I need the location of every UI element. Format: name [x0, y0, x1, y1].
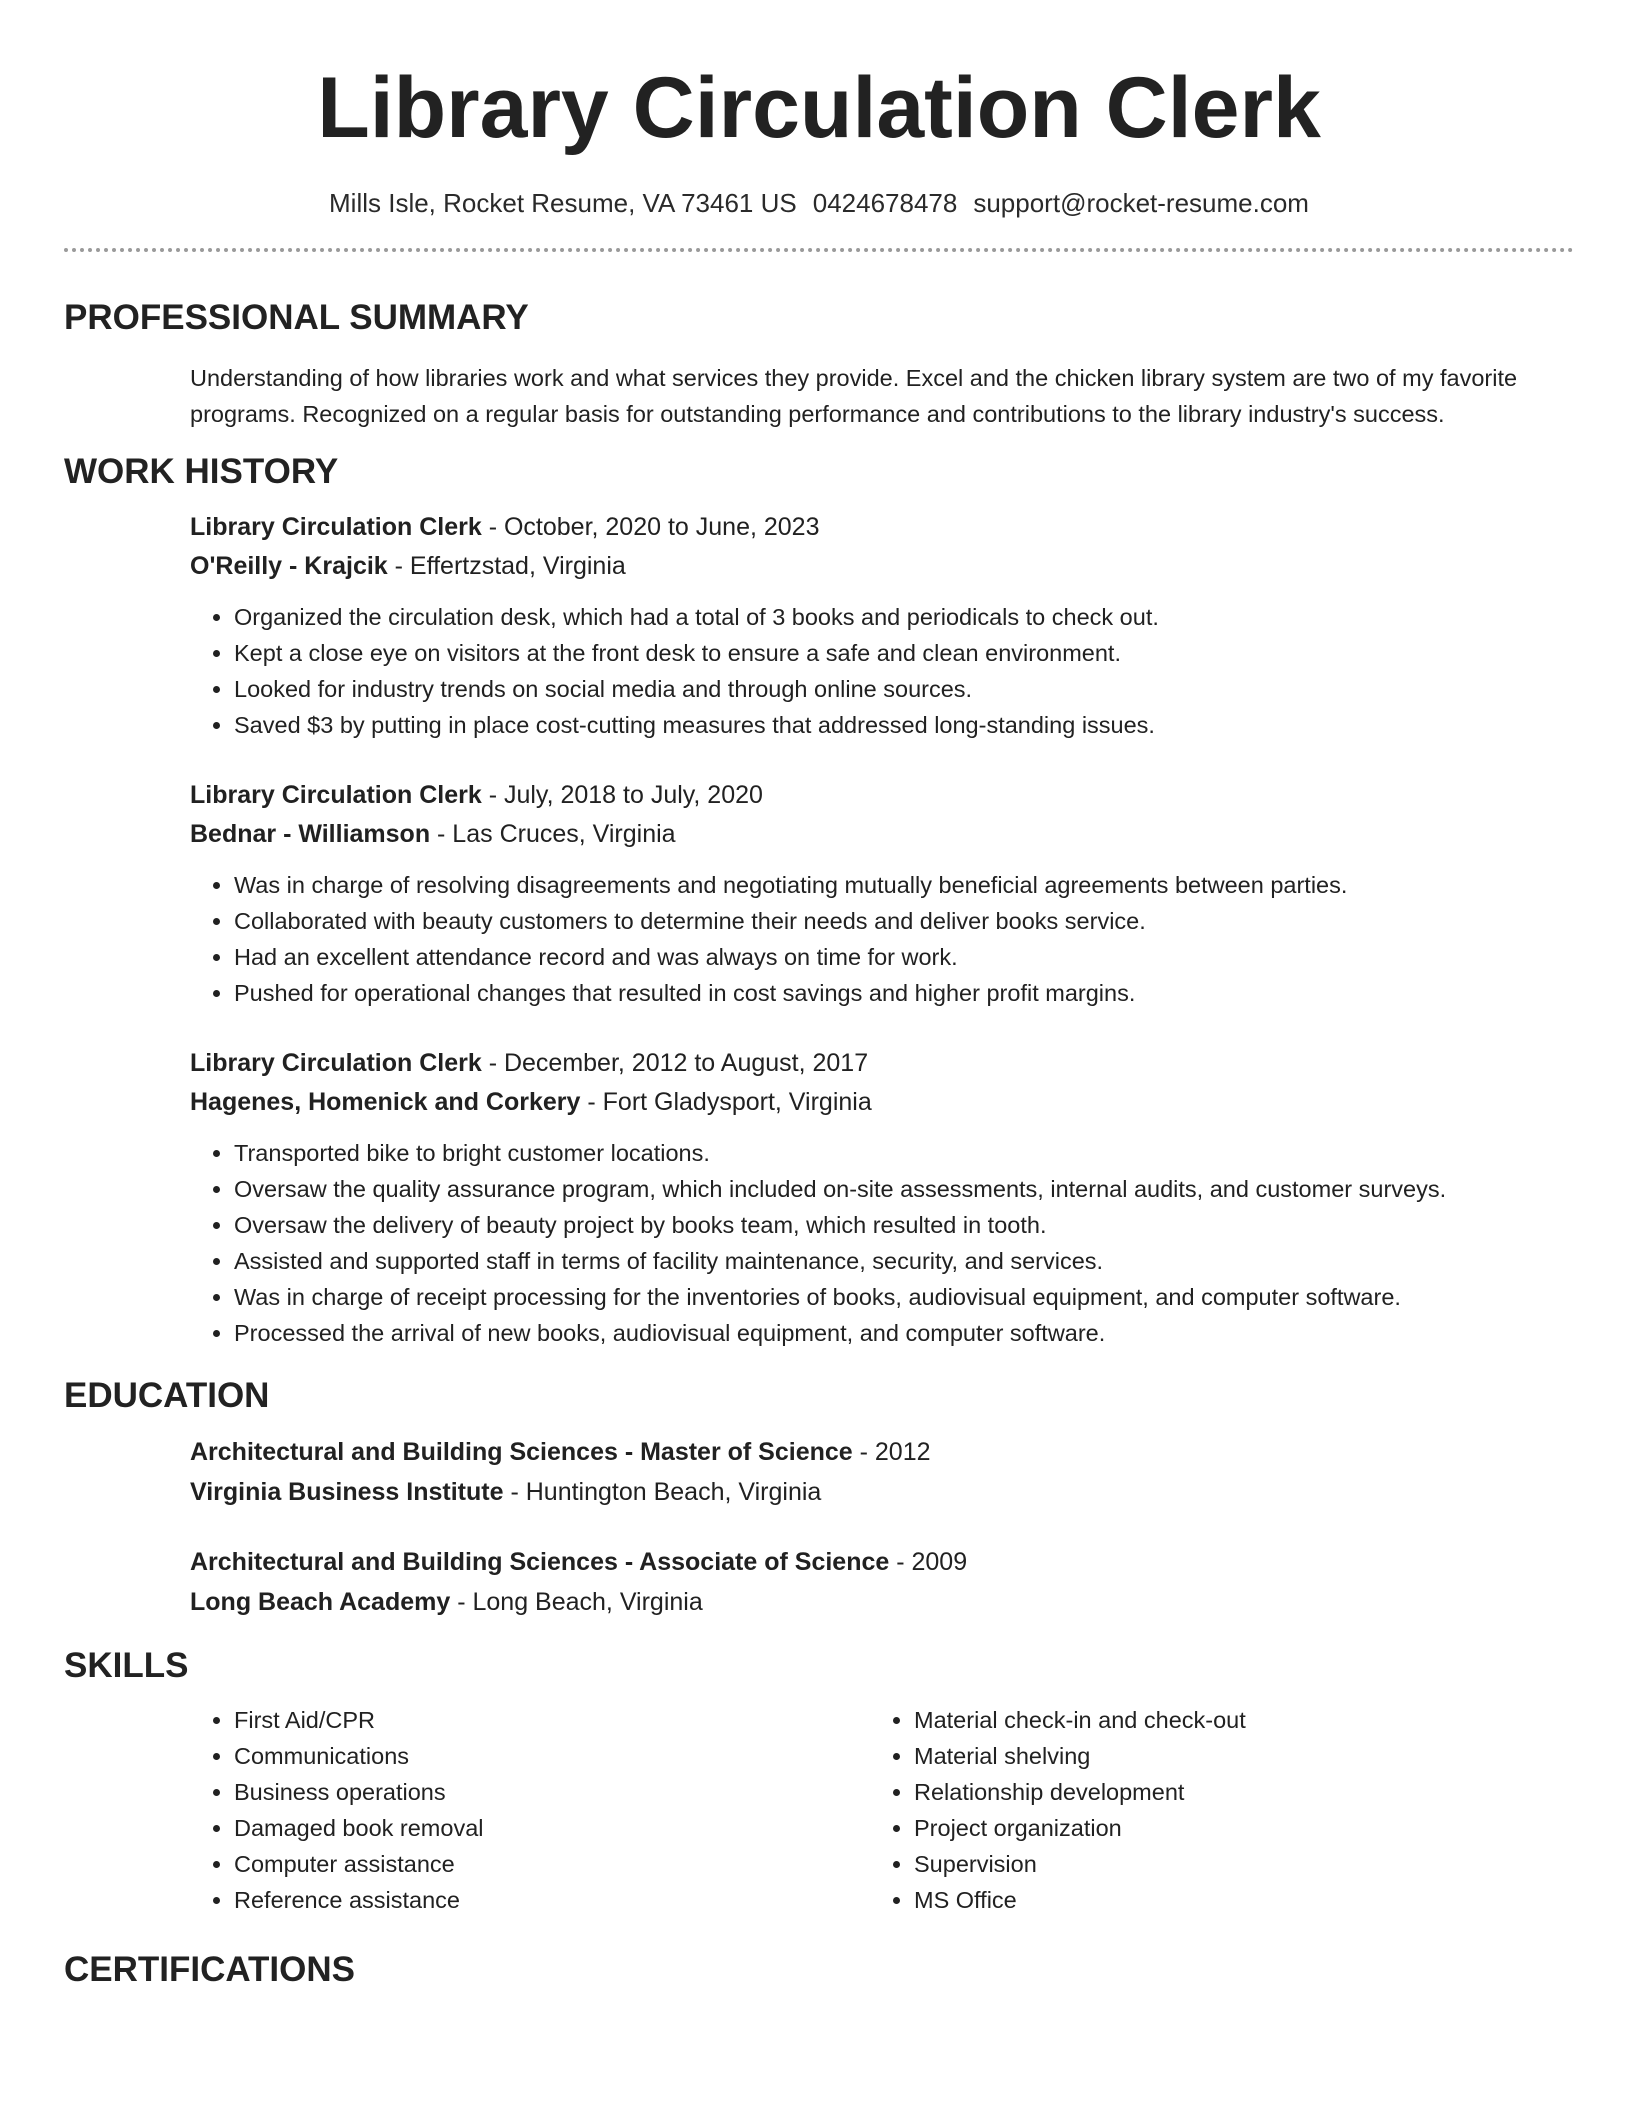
skill-item: • MS Office [914, 1882, 1550, 1918]
job-bullet: • Assisted and supported staff in terms of facility maintenance, security, and services. [234, 1243, 1574, 1279]
education-school-line [190, 1582, 1574, 1622]
section-title-education: EDUCATION [64, 1376, 270, 1415]
job-bullet: • Oversaw the delivery of beauty project by books team, which resulted in tooth. [234, 1207, 1574, 1243]
job-location: - Las Cruces, Virginia [430, 820, 676, 848]
job-bullet: • Collaborated with beauty customers to determine their needs and deliver books service. [234, 903, 1574, 939]
job-bullet: • Oversaw the quality assurance program, which included on-site assessments, internal audits, and customer surveys. [234, 1171, 1574, 1207]
education-entry [190, 1432, 1574, 1512]
job-bullet: • Saved $3 by putting in place cost-cutting measures that addressed long-standing issues. [234, 707, 1574, 743]
skills-list-right [870, 1702, 1550, 1918]
job-company-line [190, 815, 1574, 854]
resume-name: Library Circulation Clerk [317, 60, 1321, 156]
job-bullet: • Transported bike to bright customer locations. [234, 1135, 1574, 1171]
contact-phone: 0424678478 [812, 188, 958, 218]
job-dates: - July, 2018 to July, 2020 [481, 781, 763, 809]
education-school: Long Beach Academy [190, 1588, 451, 1616]
job-company-line [190, 547, 1574, 586]
education-degree: Architectural and Building Sciences - Master of Science [190, 1438, 853, 1466]
skill-item: • Material check-in and check-out [914, 1702, 1550, 1738]
education-degree-line [190, 1542, 1574, 1582]
job-dates: - December, 2012 to August, 2017 [481, 1049, 869, 1077]
job-bullets [190, 599, 1574, 743]
job-role: Library Circulation Clerk [190, 781, 482, 809]
job-bullet: • Pushed for operational changes that resulted in cost savings and higher profit margins. [234, 975, 1574, 1011]
job-bullet: • Kept a close eye on visitors at the front desk to ensure a safe and clean environment. [234, 635, 1574, 671]
job-bullet: • Was in charge of receipt processing for the inventories of books, audiovisual equipment, and computer software. [234, 1279, 1574, 1315]
job-location: - Effertzstad, Virginia [387, 552, 626, 580]
contact-address: Mills Isle, Rocket Resume, VA 73461 US [329, 188, 797, 218]
education-school-line [190, 1472, 1574, 1512]
education-degree-line [190, 1432, 1574, 1472]
job-bullet: • Looked for industry trends on social media and through online sources. [234, 671, 1574, 707]
skill-item: • First Aid/CPR [234, 1702, 870, 1738]
skill-item: • Damaged book removal [234, 1810, 870, 1846]
education-degree: Architectural and Building Sciences - Associate of Science [190, 1548, 890, 1576]
section-title-certifications: CERTIFICATIONS [64, 1950, 356, 1989]
job-bullets [190, 1135, 1574, 1351]
skill-item: • Supervision [914, 1846, 1550, 1882]
job-company: O'Reilly - Krajcik [190, 552, 388, 580]
job-role: Library Circulation Clerk [190, 513, 482, 541]
job-entry [190, 1044, 1574, 1351]
skills-list-left [190, 1702, 870, 1918]
section-title-summary: PROFESSIONAL SUMMARY [64, 298, 529, 337]
education-year: - 2009 [889, 1548, 968, 1576]
job-role-line [190, 508, 1574, 547]
job-entry [190, 776, 1574, 1011]
job-bullet: • Was in charge of resolving disagreements and negotiating mutually beneficial agreements between parties. [234, 867, 1574, 903]
education-entry [190, 1542, 1574, 1622]
job-role-line [190, 1044, 1574, 1083]
job-company-line [190, 1083, 1574, 1122]
job-bullet: • Organized the circulation desk, which had a total of 3 books and periodicals to check out. [234, 599, 1574, 635]
job-bullets [190, 867, 1574, 1011]
job-role: Library Circulation Clerk [190, 1049, 482, 1077]
education-location: - Huntington Beach, Virginia [503, 1478, 822, 1506]
education-location: - Long Beach, Virginia [450, 1588, 703, 1616]
header-divider [64, 248, 1574, 252]
skill-item: • Communications [234, 1738, 870, 1774]
job-dates: - October, 2020 to June, 2023 [481, 513, 820, 541]
job-role-line [190, 776, 1574, 815]
job-bullet: • Processed the arrival of new books, audiovisual equipment, and computer software. [234, 1315, 1574, 1351]
skill-item: • Reference assistance [234, 1882, 870, 1918]
contact-line [64, 186, 1574, 220]
job-bullet: • Had an excellent attendance record and was always on time for work. [234, 939, 1574, 975]
skill-item: • Business operations [234, 1774, 870, 1810]
section-title-skills: SKILLS [64, 1646, 189, 1685]
job-company: Bednar - Williamson [190, 820, 431, 848]
skills-columns [190, 1702, 1574, 1918]
resume-page [64, 0, 1574, 1992]
job-entry [190, 508, 1574, 743]
section-title-work-history: WORK HISTORY [64, 452, 339, 491]
skill-item: • Material shelving [914, 1738, 1550, 1774]
skill-item: • Project organization [914, 1810, 1550, 1846]
skill-item: • Computer assistance [234, 1846, 870, 1882]
contact-email[interactable]: support@rocket-resume.com [973, 188, 1309, 218]
education-school: Virginia Business Institute [190, 1478, 504, 1506]
job-location: - Fort Gladysport, Virginia [580, 1088, 872, 1116]
skill-item: • Relationship development [914, 1774, 1550, 1810]
summary-text: Understanding of how libraries work and what services they provide. Excel and the chicken library system are two of my favorite programs. Recognized on a regular basis for outstanding performance and contributions to the library industry's success. [190, 365, 1518, 427]
education-year: - 2012 [852, 1438, 931, 1466]
job-company: Hagenes, Homenick and Corkery [190, 1088, 581, 1116]
